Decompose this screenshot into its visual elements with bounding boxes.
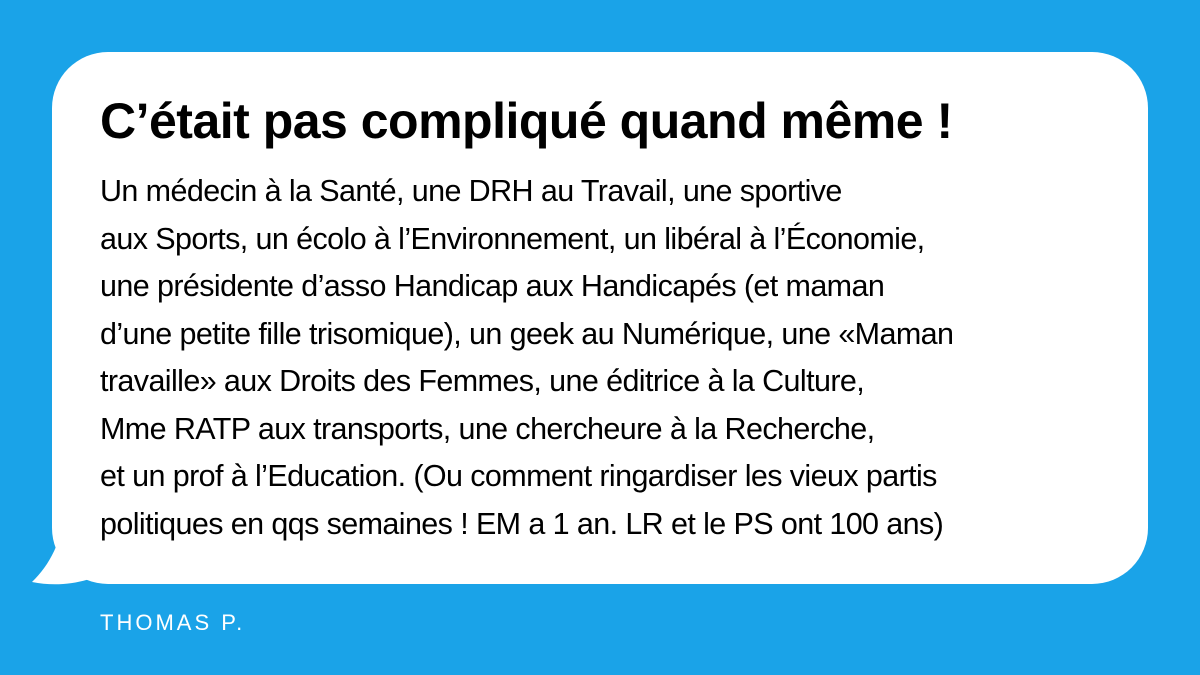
quote-line: travaille» aux Droits des Femmes, une éditrice à la Culture, xyxy=(100,364,865,398)
author-name: THOMAS P. xyxy=(100,610,246,635)
quote-line: Un médecin à la Santé, une DRH au Travail, une sportive xyxy=(100,174,842,208)
quote-line: politiques en qqs semaines ! EM a 1 an. LR et le PS ont 100 ans) xyxy=(100,506,944,541)
quote-line: aux Sports, un écolo à l’Environnement, un libéral à l’Économie, xyxy=(100,221,925,256)
quote-title: C’était pas compliqué quand même ! xyxy=(100,93,953,149)
quote-body xyxy=(100,168,1120,548)
quote-line: une présidente d’asso Handicap aux Handicapés (et maman xyxy=(100,269,885,303)
quote-line: et un prof à l’Education. (Ou comment ringardiser les vieux partis xyxy=(100,459,937,493)
quote-line: Mme RATP aux transports, une chercheure à la Recherche, xyxy=(100,411,875,446)
quote-line: d’une petite fille trisomique), un geek au Numérique, une «Maman xyxy=(100,316,954,351)
